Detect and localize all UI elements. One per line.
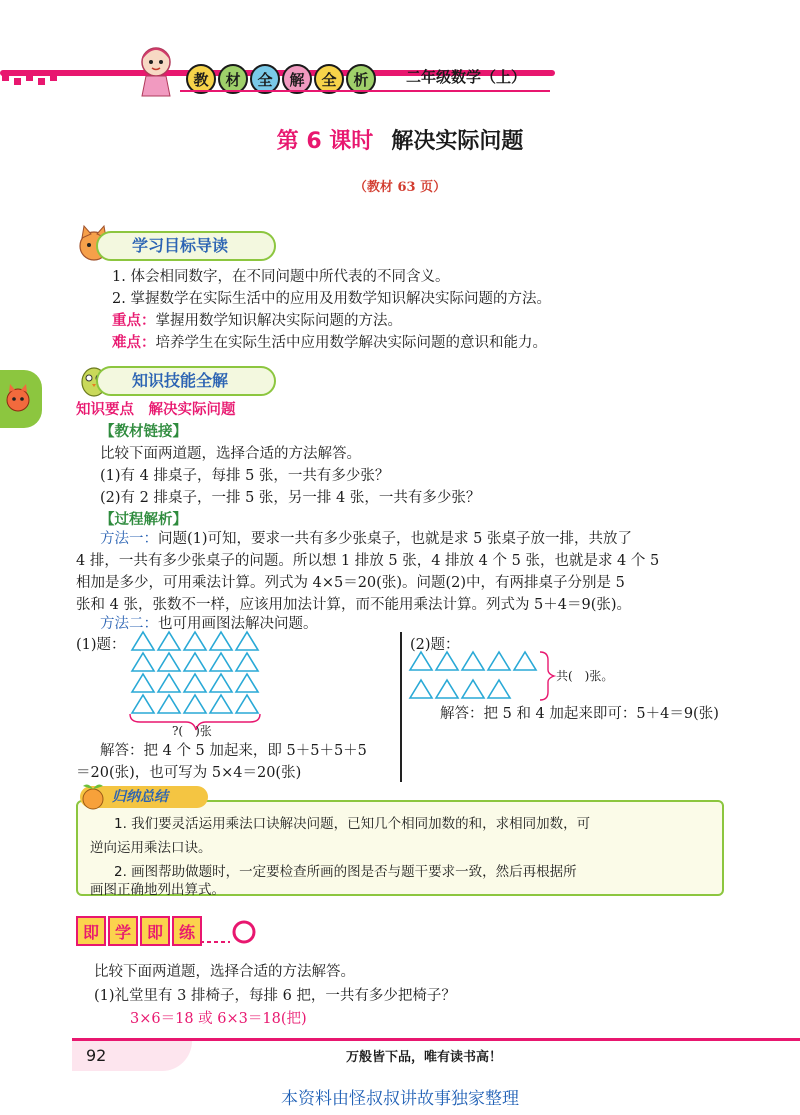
link-line: 比较下面两道题，选择合适的方法解答。 <box>100 446 361 462</box>
credit-line: 本资料由怪叔叔讲故事独家整理 <box>281 1089 519 1109</box>
objective-item: 1. 体会相同数字，在不同问题中所代表的不同含义。 <box>112 269 450 285</box>
practice-char: 学 <box>108 916 138 946</box>
fig2-brace <box>540 652 554 700</box>
triangle-mark <box>410 680 432 698</box>
textbook-reference: （教材 63 页） <box>353 180 447 195</box>
fig1-answer: ＝20(张)，也可写为 5×4＝20(张) <box>76 765 302 781</box>
triangle-mark <box>158 632 180 650</box>
series-char: 解 <box>282 64 312 94</box>
triangle-mark <box>158 653 180 671</box>
lesson-title <box>0 124 800 155</box>
summary-line: 2. 画图帮助做题时，一定要检查所画的图是否与题干要求一致，然后再根据所 <box>114 864 577 880</box>
method1-line <box>100 528 632 550</box>
practice-char: 即 <box>140 916 170 946</box>
triangle-mark <box>184 674 206 692</box>
fig1-triangle-grid <box>128 630 264 734</box>
series-char: 析 <box>346 64 376 94</box>
fig1-brace-label: ?( )张 <box>172 724 212 738</box>
method1-line: 相加是多少，可用乘法计算。列式为 4×5＝20(张)。问题(2)中，有两排桌子分别是 5 <box>76 575 625 591</box>
fig2-triangle-rows <box>406 650 556 702</box>
process-label: 【过程解析】 <box>100 512 187 528</box>
lesson-number: 第 6 课时 <box>276 129 374 154</box>
triangle-mark <box>132 674 154 692</box>
series-char: 全 <box>250 64 280 94</box>
difficulty-point <box>112 332 547 354</box>
practice-line: (1)礼堂里有 3 排椅子，每排 6 把，一共有多少把椅子？ <box>94 988 456 1004</box>
series-char: 教 <box>186 64 216 94</box>
knowledge-point-title: 知识要点 解决实际问题 <box>76 402 236 418</box>
lesson-name: 解决实际问题 <box>391 129 524 154</box>
knowledge-banner: 知识技能全解 <box>96 366 276 396</box>
triangle-mark <box>210 653 232 671</box>
triangle-mark <box>158 674 180 692</box>
objectives-banner: 学习目标导读 <box>96 231 276 261</box>
triangle-mark <box>210 695 232 713</box>
summary-line: 1. 我们要灵活运用乘法口诀解决问题，已知几个相同加数的和，求相同加数，可 <box>114 816 591 832</box>
difficulty-label: 难点： <box>112 335 156 351</box>
triangle-mark <box>436 680 458 698</box>
objective-item: 2. 掌握数学在实际生活中的应用及用数学知识解决实际问题的方法。 <box>112 291 551 307</box>
triangle-mark <box>436 652 458 670</box>
summary-line: 逆向运用乘法口诀。 <box>90 840 212 856</box>
practice-char: 练 <box>172 916 202 946</box>
footer-motto: 万般皆下品，唯有读书高！ <box>346 1050 503 1065</box>
triangle-mark <box>132 632 154 650</box>
fig1-answer: 解答：把 4 个 5 加起来，即 5＋5＋5＋5 <box>100 743 367 759</box>
practice-char: 即 <box>76 916 106 946</box>
triangle-mark <box>210 674 232 692</box>
column-divider <box>400 632 402 782</box>
triangle-mark <box>462 652 484 670</box>
sprout-icon <box>78 782 108 812</box>
triangle-mark <box>236 695 258 713</box>
link-line: (2)有 2 排桌子，一排 5 张，另一排 4 张，一共有多少张？ <box>100 490 481 506</box>
method2-text: 也可用画图法解决问题。 <box>158 616 318 632</box>
fig2-answer: 解答：把 5 和 4 加起来即可：5＋4＝9(张) <box>440 706 719 722</box>
method2-label: 方法二： <box>100 616 158 632</box>
triangle-mark <box>132 653 154 671</box>
fig2-label: (2)题： <box>410 637 460 653</box>
method1-text: 问题(1)可知，要求一共有多少张桌子，也就是求 5 张桌子放一排，共放了 <box>158 531 632 547</box>
triangle-mark <box>236 632 258 650</box>
practice-line: 比较下面两道题，选择合适的方法解答。 <box>94 964 355 980</box>
method1-line: 4 排，一共有多少张桌子的问题。所以想 1 排放 5 张，4 排放 4 个 5 张，也就是求 4 个 5 <box>76 553 660 569</box>
triangle-mark <box>158 695 180 713</box>
triangle-mark <box>184 632 206 650</box>
triangle-mark <box>184 695 206 713</box>
key-point <box>112 310 402 332</box>
footer-rule <box>72 1038 800 1041</box>
ring-decoration-icon <box>200 916 262 948</box>
triangle-mark <box>236 653 258 671</box>
header-underline <box>180 90 550 92</box>
side-tab <box>0 370 42 428</box>
fig2-brace-label: 共( )张。 <box>556 669 614 683</box>
triangle-mark <box>236 674 258 692</box>
fox-icon <box>0 370 42 428</box>
method1-label: 方法一： <box>100 531 158 547</box>
triangle-mark <box>488 680 510 698</box>
summary-label: 归纳总结 <box>80 786 208 808</box>
practice-answer: 3×6＝18 或 6×3＝18(把) <box>130 1011 307 1027</box>
triangle-mark <box>132 695 154 713</box>
book-title: 二年级数学（上） <box>406 68 527 86</box>
triangle-mark <box>210 632 232 650</box>
key-text: 掌握用数学知识解决实际问题的方法。 <box>155 313 402 329</box>
series-char: 材 <box>218 64 248 94</box>
triangle-mark <box>514 652 536 670</box>
summary-line: 画图正确地列出算式。 <box>90 882 225 898</box>
series-char: 全 <box>314 64 344 94</box>
link-line: (1)有 4 排桌子，每排 5 张，一共有多少张？ <box>100 468 390 484</box>
girl-mascot-icon <box>128 40 184 98</box>
practice-banner <box>76 916 202 946</box>
difficulty-text: 培养学生在实际生活中应用数学解决实际问题的意识和能力。 <box>155 335 547 351</box>
key-label: 重点： <box>112 313 156 329</box>
triangle-mark <box>462 680 484 698</box>
fig1-label: (1)题： <box>76 637 126 653</box>
textbook-link-label: 【教材链接】 <box>100 424 187 440</box>
page-number: 92 <box>86 1046 107 1065</box>
triangle-mark <box>488 652 510 670</box>
method1-line: 张和 4 张，张数不一样，应该用加法计算，而不能用乘法计算。列式为 5＋4＝9(张)。 <box>76 597 632 613</box>
triangle-mark <box>184 653 206 671</box>
triangle-mark <box>410 652 432 670</box>
